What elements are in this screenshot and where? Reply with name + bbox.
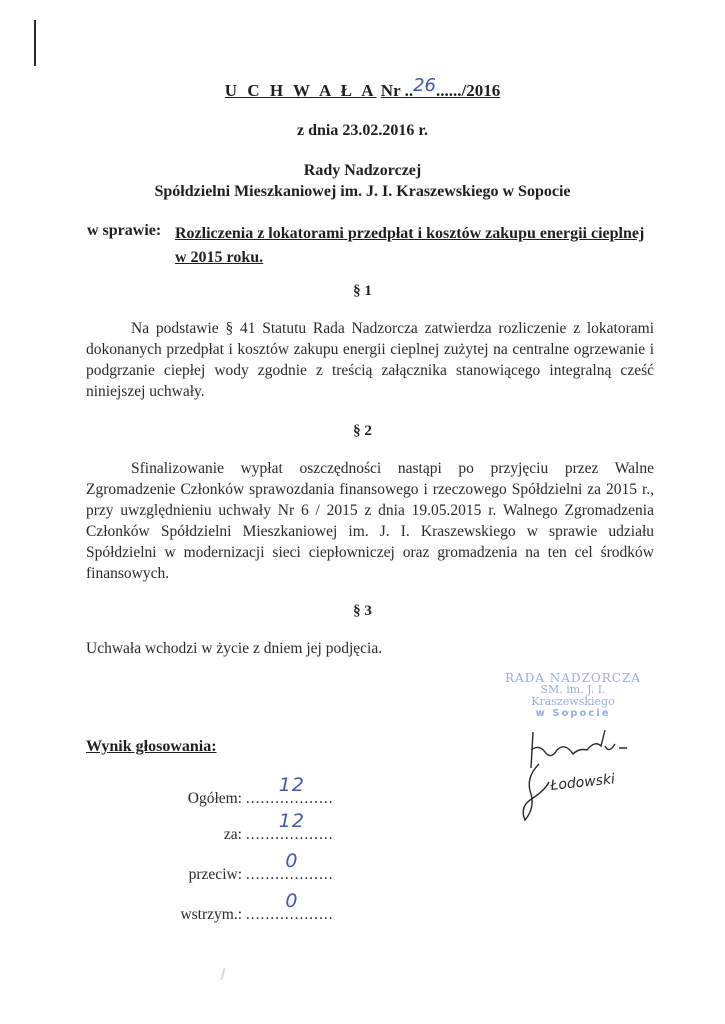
vote-row-abstain	[152, 890, 338, 924]
margin-mark	[34, 20, 36, 66]
title-prefix: U C H W A Ł A	[224, 81, 377, 100]
vote-dots-total	[245, 774, 338, 808]
vote-label-for: za:	[223, 826, 242, 843]
vote-dotline: ..................	[245, 906, 334, 923]
voting-heading: Wynik głosowania:	[86, 738, 217, 755]
title-nr-label: Nr	[380, 81, 401, 100]
vote-dots-for	[245, 810, 338, 844]
vote-row-total	[152, 774, 338, 808]
stamp-line-3: w Sopocie	[535, 708, 611, 719]
vote-row-for	[152, 810, 338, 844]
vote-value-abstain: 0	[285, 890, 299, 912]
signature	[505, 720, 685, 830]
section-1-mark: § 1	[353, 283, 372, 299]
signature-text: Łodowski	[549, 771, 616, 794]
vote-row-against	[152, 850, 338, 884]
vote-label-abstain: wstrzym.:	[180, 906, 242, 923]
vote-dotline: ..................	[245, 826, 334, 843]
signature-lower-stroke	[523, 764, 549, 820]
council-stamp	[498, 672, 648, 720]
vote-label-against: przeciw:	[188, 866, 242, 883]
vote-dotline: ..................	[245, 866, 334, 883]
scan-speck	[220, 968, 225, 980]
section-3-mark: § 3	[353, 603, 372, 619]
title-number	[380, 75, 501, 100]
vote-dots-against	[245, 850, 338, 884]
stamp-line-1: RADA NADZORCZA	[505, 671, 641, 685]
title-year: /2016	[461, 81, 501, 100]
section-2-text: Sfinalizowanie wypłat oszczędności nastąpi po przyjęciu przez Walne Zgromadzenie Członków sprawozdania finansowego i rzeczowego Spółdzielni za 2015 r., przy uwzględnieniu uchwały Nr 6 / 2015 z dnia 19.05.2015 r. Walnego Zgromadzenia Członków Spółdzielni Mieszkaniowej im. J. I. Kraszewskiego w sprawie udziału Spółdzielni w modernizacji sieci ciepłowniczej oraz gromadzenia na ten cel środków finansowych.	[86, 460, 654, 582]
date-line: z dnia 23.02.2016 r.	[297, 122, 428, 139]
vote-value-for: 12	[278, 810, 305, 832]
section-2-mark: § 2	[353, 423, 372, 439]
section-1-text: Na podstawie § 41 Statutu Rada Nadzorcza zatwierdza rozliczenie z lokatorami dokonanych przedpłat i kosztów zakupu energii cieplnej zużytej na centralne ogrzewanie i podgrzanie ciepłej wody zgodnie z treścią załącznika stanowiącego integralną cześć niniejszej uchwały.	[86, 320, 654, 400]
issuer-line-2: Spółdzielni Mieszkaniowej im. J. I. Kraszewskiego w Sopocie	[154, 183, 571, 200]
vote-value-against: 0	[285, 850, 299, 872]
subject-text: Rozliczenia z lokatorami przedpłat i kosztów zakupu energii cieplnej w 2015 roku.	[175, 225, 645, 266]
vote-dotline: ..................	[245, 790, 334, 807]
stamp-line-2: SM. im. J. I. Kraszewskiego	[531, 683, 615, 708]
vote-label-total: Ogółem:	[187, 790, 242, 807]
title-nr-dots-right: ......	[435, 81, 462, 100]
document-title	[0, 75, 725, 101]
vote-dots-abstain	[245, 890, 338, 924]
issuer-line-1: Rady Nadzorczej	[303, 162, 422, 179]
section-3-text: Uchwała wchodzi w życie z dniem jej podjęcia.	[86, 640, 383, 657]
vote-value-total: 12	[278, 774, 305, 796]
signature-upper-stroke	[531, 730, 627, 768]
title-nr-dots-left: ..	[404, 81, 414, 100]
subject-label: w sprawie:	[87, 222, 162, 239]
title-nr-handwritten: 26	[413, 75, 436, 96]
